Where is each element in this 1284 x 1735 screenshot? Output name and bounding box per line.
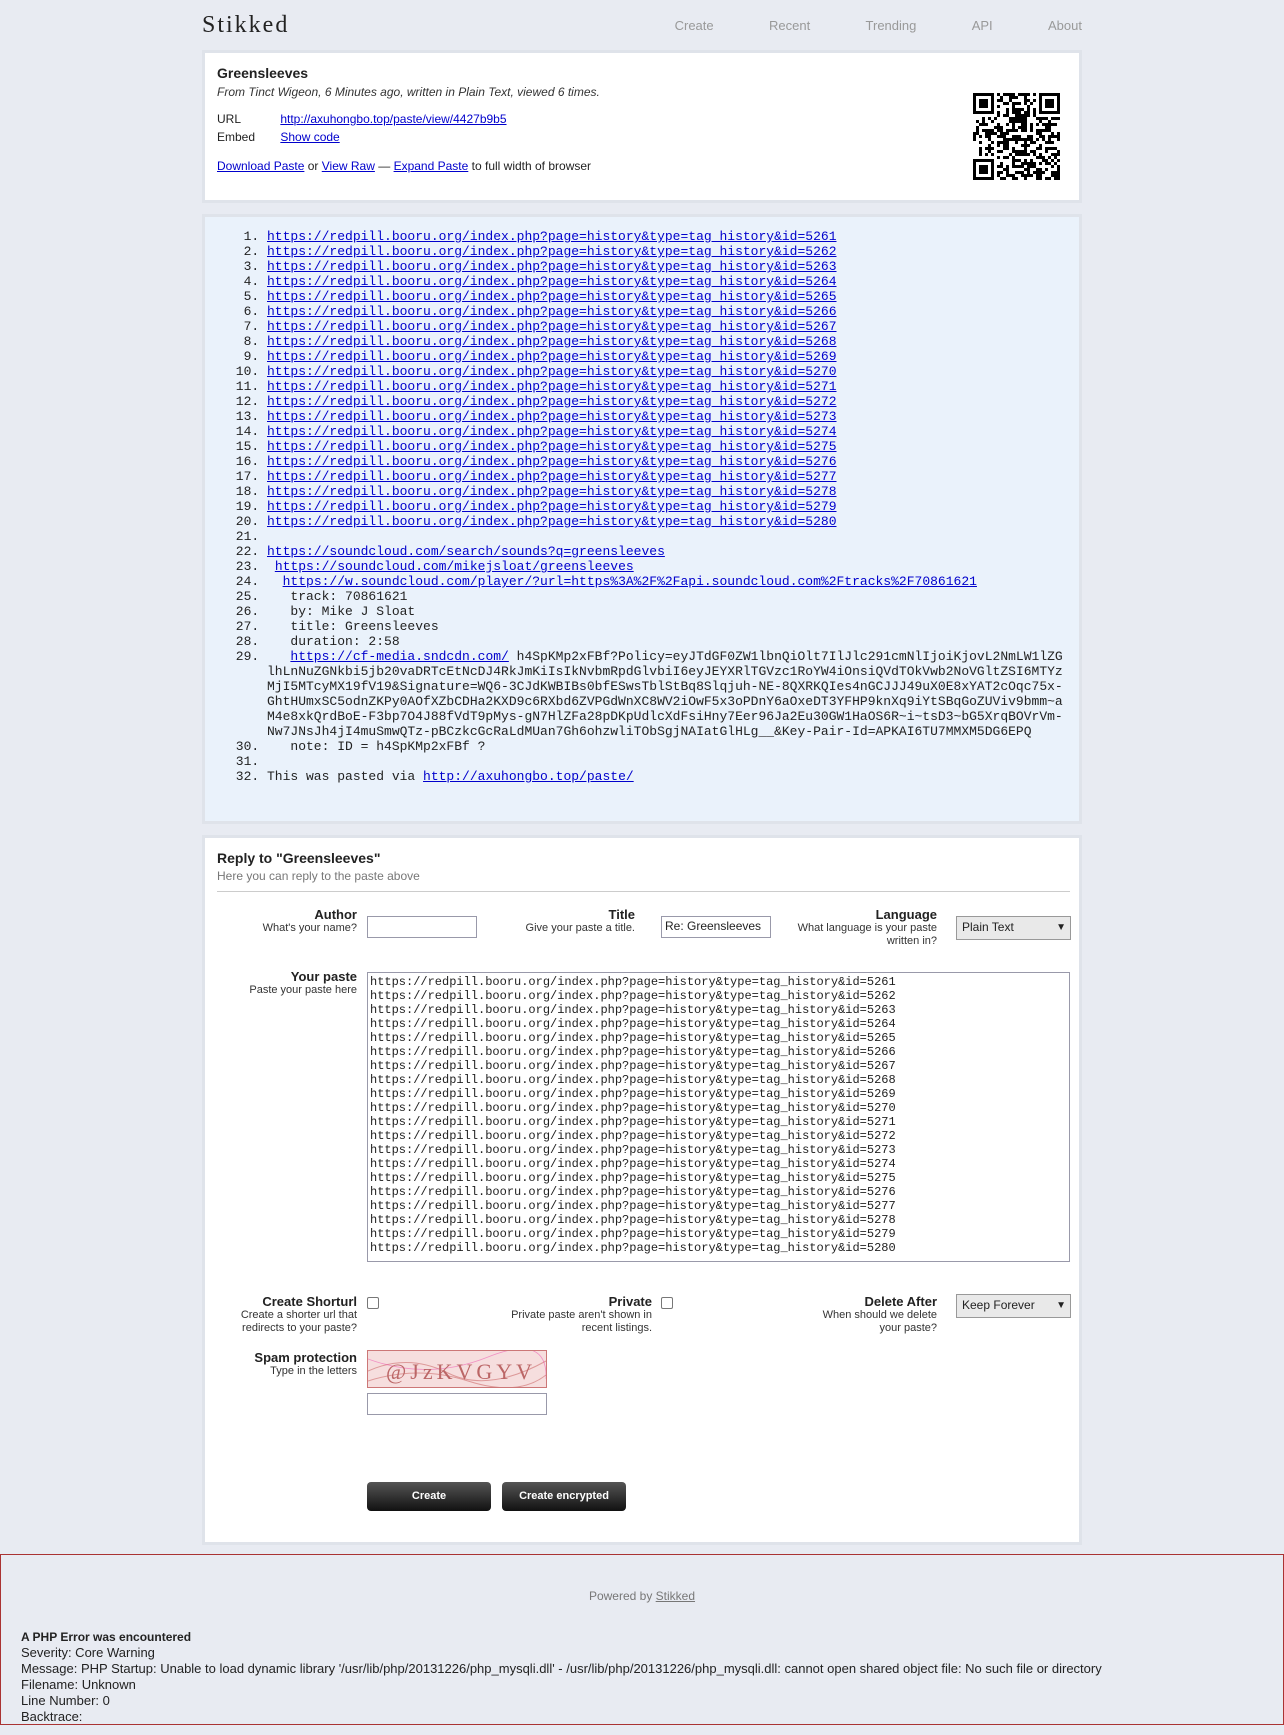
code-line-text: title: Greensleeves [267, 619, 439, 634]
paste-help: Paste your paste here [249, 984, 357, 996]
language-value: Plain Text [962, 920, 1014, 934]
spam-help: Type in the letters [270, 1365, 357, 1377]
paste-textarea-line: https://redpill.booru.org/index.php?page=history&type=tag_history&id=5270 [370, 1101, 896, 1115]
paste-textarea-line: https://redpill.booru.org/index.php?page=history&type=tag_history&id=5272 [370, 1129, 896, 1143]
chevron-down-icon: ▼ [1056, 1300, 1066, 1311]
code-line [267, 364, 1067, 379]
author-label: Author [314, 907, 357, 922]
code-line-link[interactable]: https://redpill.booru.org/index.php?page=history&type=tag_history&id=5275 [267, 439, 837, 454]
code-line-link[interactable]: https://redpill.booru.org/index.php?page=history&type=tag_history&id=5276 [267, 454, 837, 469]
error-filename: Filename: Unknown [21, 1677, 136, 1692]
nav-about[interactable]: About [1048, 18, 1082, 33]
language-label: Language [875, 907, 937, 922]
code-line-text: duration: 2:58 [267, 634, 400, 649]
code-line-link[interactable]: https://redpill.booru.org/index.php?page=history&type=tag_history&id=5268 [267, 334, 837, 349]
code-line [267, 529, 1067, 544]
code-line-link[interactable]: https://redpill.booru.org/index.php?page=history&type=tag_history&id=5273 [267, 409, 837, 424]
code-line [267, 649, 1067, 739]
paste-meta: From Tinct Wigeon, 6 Minutes ago, written in Plain Text, viewed 6 times. [217, 85, 600, 99]
code-line-link[interactable]: https://redpill.booru.org/index.php?page=history&type=tag_history&id=5280 [267, 514, 837, 529]
paste-textarea-line: https://redpill.booru.org/index.php?page=history&type=tag_history&id=5268 [370, 1073, 896, 1087]
php-error [21, 1629, 1102, 1725]
captcha-input[interactable] [367, 1393, 547, 1415]
code-line [267, 289, 1067, 304]
paste-textarea-line: https://redpill.booru.org/index.php?page=history&type=tag_history&id=5278 [370, 1213, 896, 1227]
shorturl-label: Create Shorturl [262, 1294, 357, 1309]
site-header [202, 8, 1082, 44]
show-code-link[interactable]: Show code [280, 130, 340, 144]
paste-textarea-line: https://redpill.booru.org/index.php?page=history&type=tag_history&id=5279 [370, 1227, 896, 1241]
code-line-suffix: h4SpKMp2xFBf?Policy=eyJTdGF0ZW1lbnQiOlt7IlJlc291cmNlIjoiKjovL2NmLW1lZGlhLnNuZGNkbi5jb20vaDRTcEtNcDJ4RkJmKiIsIkNvbmRpdGlvbiI6eyJEYXRlTGVzc1RoYW4iOnsiQVdTOkVwb2NoVGltZSI6MTYzMjI5MTcyMX19fV19&Signature=WQ6-3CJdKWBIBs0bfESwsTblStBq8Slqjuh-NE-8QXRKQIes4nGCJJJ49uX0E8xYAT2cOqc75x-GhtHUmxSC5odnZKPy0AOfXZbCDHa2KXD9c6RXbd6ZVPGdWnXC8WV2iOwF5x3oPDnY6aOxeDT3YFHP9knXq9iYtSBqGoZUViv9bmm~aM4e8xkQrdBoE-F3bp7O4J88fVdT9pMys-gN7HlZFa28pDKpUdlcXdFsiHny7Eer96Ja2Eu30GW1HaOS6R~i~tsD3~bG5XrqBOVrVm-Nw7JNsJh4jI4muSmwQTz-pBCzkcGcRaLdMUan7Gh6ohzwliTObSgjNAIatGlHLg__&Key-Pair-Id=APKAI6TU7MMXM5DG6EPQ [267, 649, 1063, 739]
shorturl-label-group [217, 1294, 357, 1335]
shorturl-help: Create a shorter url that redirects to your paste? [240, 1309, 357, 1334]
title-help: Give your paste a title. [525, 922, 635, 934]
captcha-noise-icon [368, 1351, 546, 1387]
paste-textarea-line: https://redpill.booru.org/index.php?page=history&type=tag_history&id=5276 [370, 1185, 896, 1199]
code-line-link[interactable]: https://redpill.booru.org/index.php?page=history&type=tag_history&id=5278 [267, 484, 837, 499]
chevron-down-icon: ▼ [1056, 922, 1066, 933]
site-logo[interactable]: Stikked [202, 12, 290, 38]
stikked-link[interactable]: Stikked [655, 1589, 696, 1603]
code-line [267, 739, 1067, 754]
private-label-group [480, 1294, 652, 1335]
paste-title: Greensleeves [217, 65, 309, 81]
paste-textarea-line: https://redpill.booru.org/index.php?page=history&type=tag_history&id=5274 [370, 1157, 896, 1171]
embed-row [217, 130, 340, 144]
url-row [217, 112, 507, 126]
code-line-link[interactable]: https://redpill.booru.org/index.php?page=history&type=tag_history&id=5279 [267, 499, 837, 514]
qr-code-icon [973, 93, 1060, 180]
nav-trending[interactable]: Trending [865, 18, 917, 33]
paste-textarea-line: https://redpill.booru.org/index.php?page=history&type=tag_history&id=5266 [370, 1045, 896, 1059]
dash-text: — [378, 159, 391, 173]
code-line-link[interactable]: https://redpill.booru.org/index.php?page=history&type=tag_history&id=5264 [267, 274, 837, 289]
code-line [267, 484, 1067, 499]
code-line [267, 304, 1067, 319]
captcha-image [367, 1350, 547, 1388]
paste-info-panel [202, 50, 1082, 203]
code-line [267, 244, 1067, 259]
code-line [267, 259, 1067, 274]
code-line-text: by: Mike J Sloat [267, 604, 416, 619]
main-nav [623, 18, 1082, 33]
title-input[interactable]: Re: Greensleeves [661, 916, 771, 938]
code-line-link[interactable]: https://redpill.booru.org/index.php?page=history&type=tag_history&id=5266 [267, 304, 837, 319]
expand-suffix: to full width of browser [471, 159, 592, 173]
error-title: A PHP Error was encountered [21, 1630, 192, 1644]
language-label-group [775, 907, 937, 948]
nav-recent[interactable]: Recent [768, 18, 811, 33]
delete-label-group [805, 1294, 937, 1335]
paste-label-group [217, 969, 357, 997]
language-select[interactable] [956, 916, 1071, 940]
powered-by-text: Powered by [588, 1589, 653, 1603]
or-text: or [307, 159, 319, 173]
code-line-link[interactable]: https://redpill.booru.org/index.php?page=history&type=tag_history&id=5267 [267, 319, 837, 334]
code-line [267, 544, 1067, 559]
code-line-prefix: This was pasted via [267, 769, 424, 784]
code-line [267, 619, 1067, 634]
code-line-text [267, 529, 275, 544]
code-line [267, 769, 1067, 784]
private-label: Private [608, 1294, 652, 1309]
code-line [267, 274, 1067, 289]
paste-textarea-line: https://redpill.booru.org/index.php?page=history&type=tag_history&id=5277 [370, 1199, 896, 1213]
paste-label: Your paste [290, 969, 357, 984]
code-line-link[interactable]: https://redpill.booru.org/index.php?page=history&type=tag_history&id=5271 [267, 379, 837, 394]
code-line-link[interactable]: https://redpill.booru.org/index.php?page=history&type=tag_history&id=5270 [267, 364, 837, 379]
code-line [267, 424, 1067, 439]
code-line-text: note: ID = h4SpKMp2xFBf ? [267, 739, 486, 754]
url-label: URL [217, 112, 242, 126]
paste-textarea-line: https://redpill.booru.org/index.php?page=history&type=tag_history&id=5273 [370, 1143, 896, 1157]
create-encrypted-button[interactable]: Create encrypted [502, 1482, 626, 1511]
reply-heading: Reply to "Greensleeves" [217, 850, 381, 866]
paste-textarea-line: https://redpill.booru.org/index.php?page=history&type=tag_history&id=5275 [370, 1171, 896, 1185]
paste-textarea-line: https://redpill.booru.org/index.php?page=history&type=tag_history&id=5267 [370, 1059, 896, 1073]
code-line-link[interactable]: https://redpill.booru.org/index.php?page=history&type=tag_history&id=5269 [267, 349, 837, 364]
reply-subtitle: Here you can reply to the paste above [217, 869, 420, 883]
paste-textarea-line: https://redpill.booru.org/index.php?page=history&type=tag_history&id=5264 [370, 1017, 896, 1031]
code-line [267, 319, 1067, 334]
code-line [267, 634, 1067, 649]
code-line-prefix [267, 649, 290, 664]
author-label-group [217, 907, 357, 935]
nav-api[interactable]: API [971, 18, 993, 33]
title-label: Title [608, 907, 635, 922]
error-backtrace: Backtrace: [21, 1709, 83, 1724]
delete-after-select[interactable] [956, 1294, 1071, 1318]
shorturl-checkbox[interactable] [367, 1297, 379, 1309]
error-line-number: Line Number: 0 [21, 1693, 110, 1708]
code-line-link[interactable]: https://redpill.booru.org/index.php?page=history&type=tag_history&id=5263 [267, 259, 837, 274]
code-line [267, 514, 1067, 529]
code-line-link[interactable]: https://soundcloud.com/search/sounds?q=greensleeves [267, 544, 665, 559]
reply-form [202, 835, 1082, 1545]
delete-after-value: Keep Forever [962, 1298, 1035, 1312]
nav-create[interactable]: Create [674, 18, 714, 33]
code-line-prefix [267, 574, 283, 589]
code-line-text [267, 754, 275, 769]
title-label-group [495, 907, 635, 935]
paste-actions [217, 159, 591, 173]
code-line [267, 499, 1067, 514]
private-help: Private paste aren't shown in recent listings. [511, 1309, 652, 1334]
paste-textarea-line: https://redpill.booru.org/index.php?page=history&type=tag_history&id=5265 [370, 1031, 896, 1045]
delete-label: Delete After [864, 1294, 937, 1309]
code-line [267, 559, 1067, 574]
paste-textarea-line: https://redpill.booru.org/index.php?page=history&type=tag_history&id=5261 [370, 975, 896, 989]
embed-label: Embed [217, 130, 256, 144]
code-line-text: track: 70861621 [267, 589, 408, 604]
code-line [267, 574, 1067, 589]
captcha-text: @JzKVGYV [386, 1359, 537, 1384]
create-button[interactable]: Create [367, 1482, 491, 1511]
code-line [267, 409, 1067, 424]
code-line [267, 469, 1067, 484]
paste-textarea[interactable] [367, 972, 1070, 1262]
paste-code-panel [202, 214, 1082, 824]
paste-textarea-line: https://redpill.booru.org/index.php?page=history&type=tag_history&id=5269 [370, 1087, 896, 1101]
delete-help: When should we delete your paste? [822, 1309, 937, 1334]
code-line-link[interactable]: https://cf-media.sndcdn.com/ [290, 649, 509, 664]
code-line-link[interactable]: https://w.soundcloud.com/player/?url=https%3A%2F%2Fapi.soundcloud.com%2Ftracks%2F70861621 [282, 574, 977, 589]
paste-textarea-line: https://redpill.booru.org/index.php?page=history&type=tag_history&id=5262 [370, 989, 896, 1003]
code-line [267, 394, 1067, 409]
code-line [267, 349, 1067, 364]
spam-label: Spam protection [254, 1350, 357, 1365]
author-input[interactable] [367, 916, 477, 938]
code-line-link[interactable]: https://redpill.booru.org/index.php?page=history&type=tag_history&id=5277 [267, 469, 837, 484]
code-line [267, 604, 1067, 619]
code-line [267, 439, 1067, 454]
divider [217, 891, 1070, 892]
code-line [267, 379, 1067, 394]
code-line [267, 754, 1067, 769]
paste-textarea-line: https://redpill.booru.org/index.php?page=history&type=tag_history&id=5271 [370, 1115, 896, 1129]
author-help: What's your name? [262, 922, 357, 934]
code-line-link[interactable]: https://redpill.booru.org/index.php?page=history&type=tag_history&id=5262 [267, 244, 837, 259]
powered-by [1, 1589, 1283, 1603]
code-line-link[interactable]: https://redpill.booru.org/index.php?page=history&type=tag_history&id=5274 [267, 424, 837, 439]
code-line [267, 589, 1067, 604]
error-message: Message: PHP Startup: Unable to load dynamic library '/usr/lib/php/20131226/php_mysqli.dll' - /usr/lib/php/20131226/php_mysqli.dll: cannot open shared object file: No such file or directory [21, 1661, 1102, 1676]
footer [0, 1554, 1284, 1725]
error-severity: Severity: Core Warning [21, 1645, 155, 1660]
private-checkbox[interactable] [661, 1297, 673, 1309]
download-paste-link[interactable]: Download Paste [217, 159, 305, 173]
paste-textarea-line: https://redpill.booru.org/index.php?page=history&type=tag_history&id=5280 [370, 1241, 896, 1255]
code-line-link[interactable]: https://redpill.booru.org/index.php?page=history&type=tag_history&id=5261 [267, 229, 837, 244]
language-help: What language is your paste written in? [797, 922, 937, 947]
expand-paste-link[interactable]: Expand Paste [393, 159, 469, 173]
code-line-link[interactable]: http://axuhongbo.top/paste/ [423, 769, 634, 784]
code-line-link[interactable]: https://redpill.booru.org/index.php?page=history&type=tag_history&id=5265 [267, 289, 837, 304]
code-line-prefix [267, 559, 275, 574]
code-line [267, 229, 1067, 244]
paste-url-link[interactable]: http://axuhongbo.top/paste/view/4427b9b5 [280, 112, 507, 126]
view-raw-link[interactable]: View Raw [321, 159, 375, 173]
paste-textarea-line: https://redpill.booru.org/index.php?page=history&type=tag_history&id=5263 [370, 1003, 896, 1017]
code-line [267, 334, 1067, 349]
code-line-link[interactable]: https://redpill.booru.org/index.php?page=history&type=tag_history&id=5272 [267, 394, 837, 409]
code-line [267, 454, 1067, 469]
spam-label-group [217, 1350, 357, 1378]
code-line-link[interactable]: https://soundcloud.com/mikejsloat/greensleeves [274, 559, 634, 574]
code-lines [205, 229, 1067, 784]
